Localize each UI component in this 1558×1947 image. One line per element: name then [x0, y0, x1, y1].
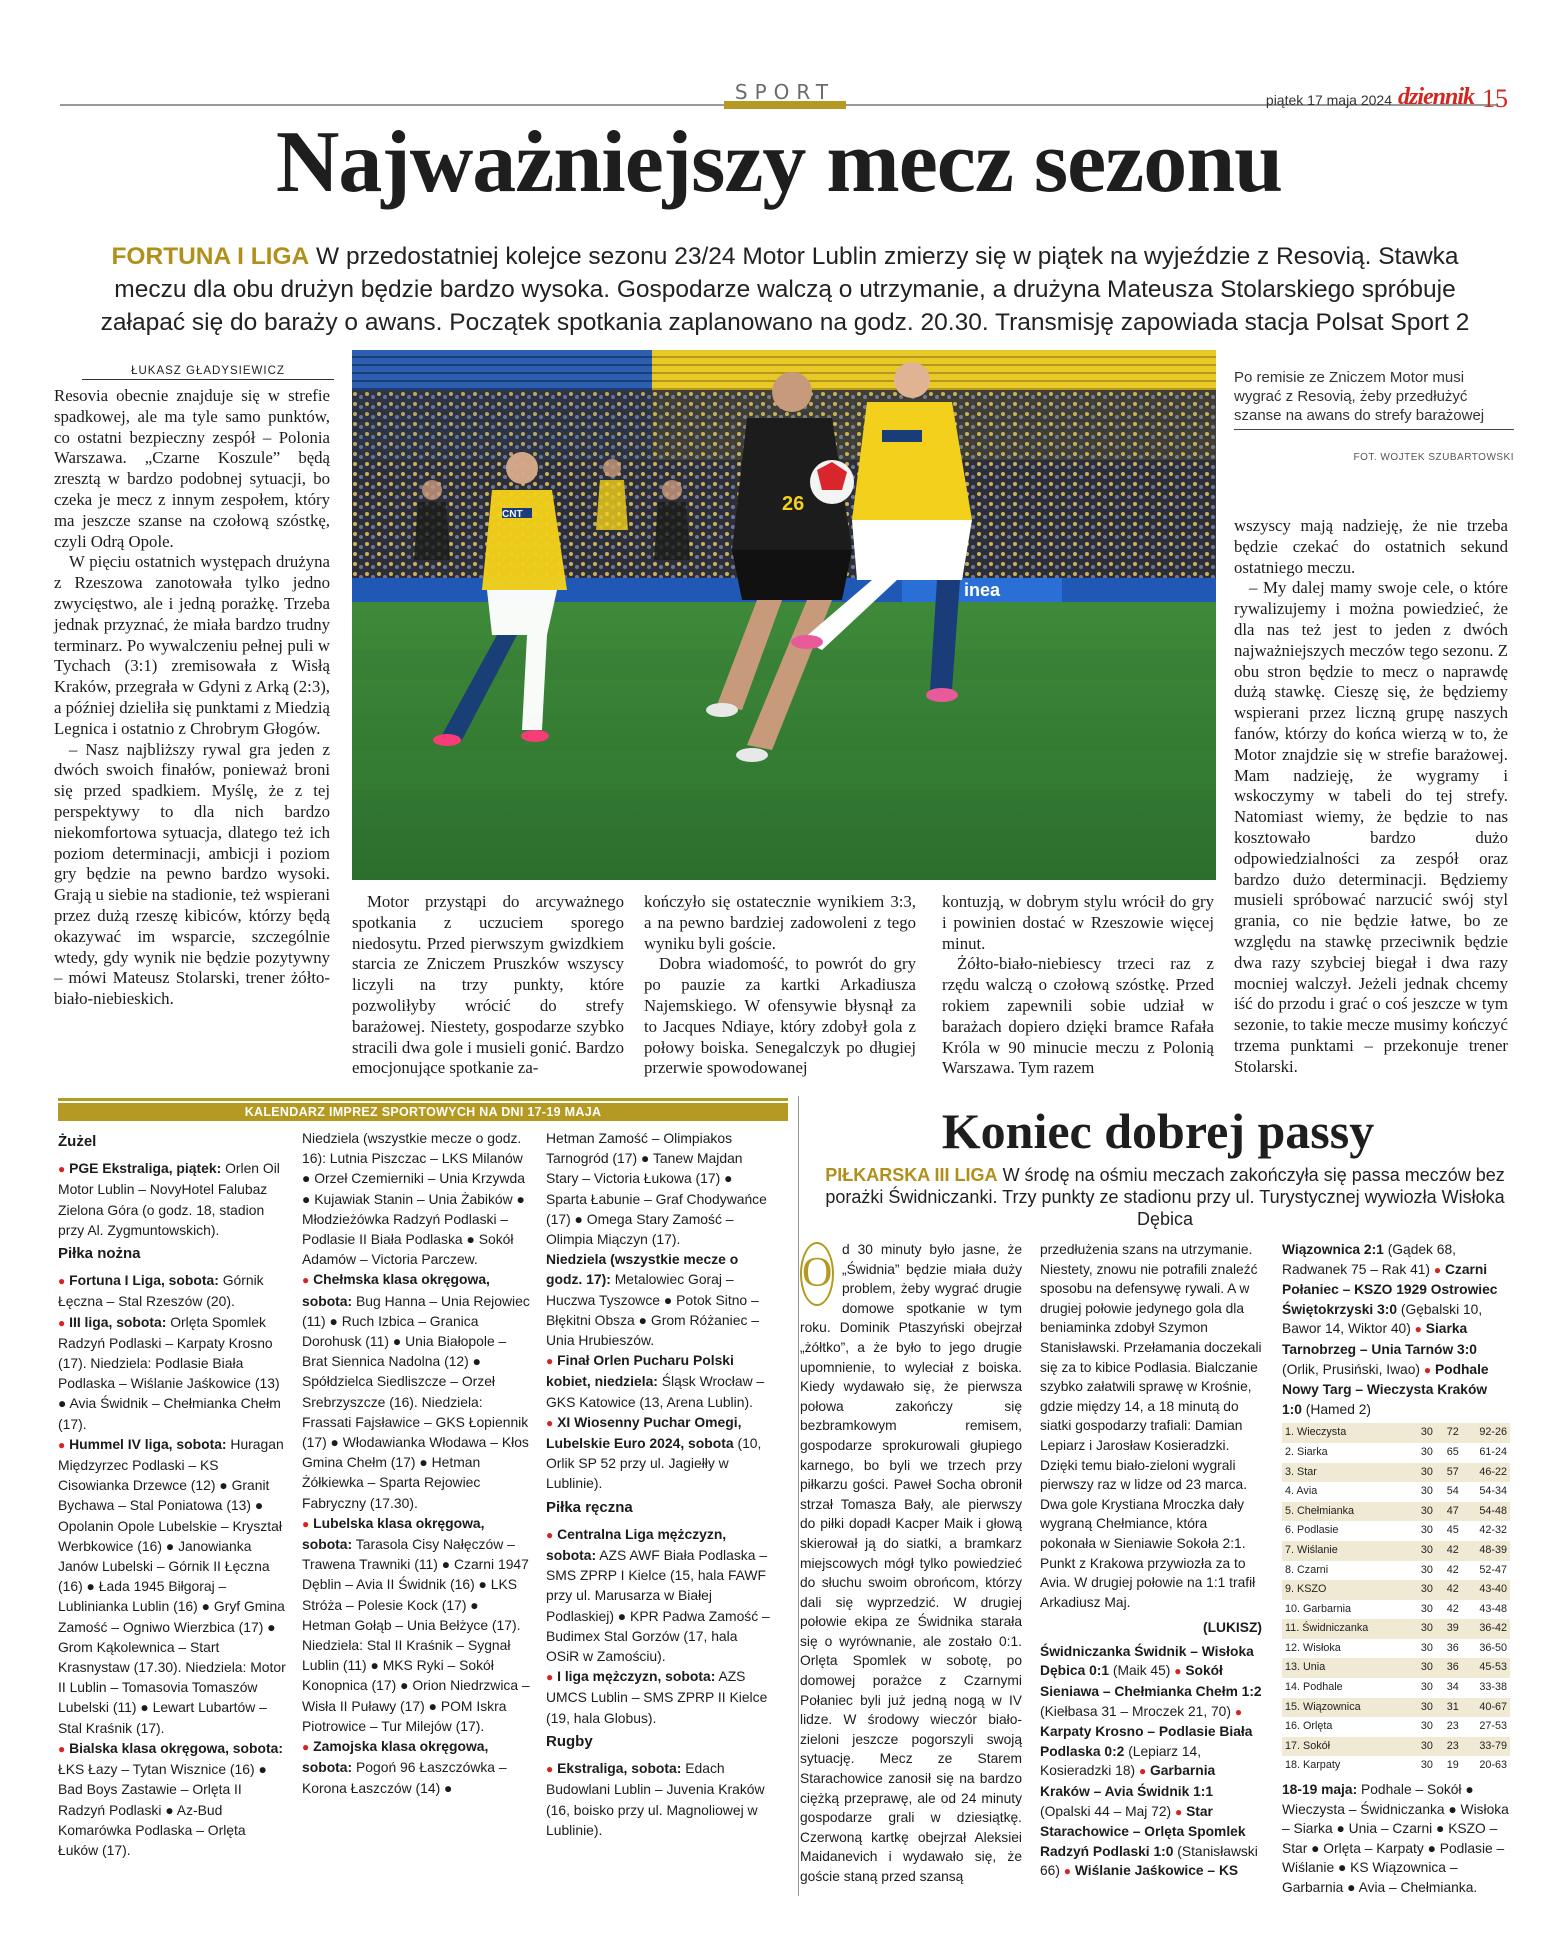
stat-cell: 42-32 [1462, 1521, 1510, 1541]
stat-cell: 39 [1436, 1619, 1462, 1639]
calendar-entry: ● Zamojska klasa okręgowa, sobota: Pogoń 96 Łaszczówka – Korona Łaszczów (14) ● [302, 1738, 507, 1796]
stat-cell: 30 [1410, 1717, 1436, 1737]
bullet-icon: ● [302, 1516, 310, 1531]
paragraph: – My dalej mamy swoje cele, o które rywalizujemy i można powiedzieć, że dla nas też jest to jeden z dwóch najważniejszych meczów tego sezonu. Z obu stron będzie to mecz o naprawdę dużą stawkę. Cieszę się, że będziemy wspierani przez liczną grupę naszych fanów, którzy do końca wierzą w to, że Motor znajdzie się w strefie barażowej. Mam nadzieję, że wygramy i wskoczymy w tabeli do tej strefy. Natomiast wiemy, że będzie to nas kosztowało bardzo dużo odpowiedzialności za zespół oraz bardzo dużo determinacji. Będziemy musieli spróbować narzucić swój styl grania, co nie będzie łatwe, bo ze względu na stawkę przeciwnik będzie dwa razy szybciej biegał i dwa razy mocniej walczył. Jeżeli jednak chcemy iść do przodu i grać o coś jeszcze w tym sezonie, to takie mecze musimy kończyć trzema punktami – przekonuje trener Stolarski. [1234, 578, 1508, 1076]
table-row [1282, 1482, 1510, 1502]
team-cell: 12. Wisłoka [1282, 1639, 1410, 1659]
stat-cell: 30 [1410, 1502, 1436, 1522]
stat-cell: 52-47 [1462, 1561, 1510, 1581]
calendar-entry: Hetman Zamość – Olimpiakos Tarnogród (17) ● Tanew Majdan Stary – Victoria Łukowa (17) ● Sparta Łabunie – Graf Chodywańce (17) ● Omega Stary Zamość – Olimpia Miączyn (17). [546, 1130, 767, 1248]
calendar-entry: ● III liga, sobota: Orlęta Spomlek Radzyń Podlaski – Karpaty Krosno (17). Niedziela: Podlasie Biała Podlaska – Wiślanie Jaśkowice (13) ● Avia Świdnik – Chełmianka Chełm (17). [58, 1313, 281, 1432]
bullet-icon: ● [546, 1527, 554, 1542]
photo-credit: FOT. WOJTEK SZUBARTOWSKI [1353, 452, 1514, 463]
team-cell: 5. Chełmianka [1282, 1502, 1410, 1522]
calendar-entry: Niedziela (wszystkie mecze o godz. 17): Metalowiec Goraj – Huczwa Tyszowce ● Potok Sitno – Błękitni Obsza ● Grom Różaniec – Unia Hrubieszów. [546, 1251, 759, 1349]
paragraph: kontuzją, w dobrym stylu wrócił do gry i powinien dostać w Rzeszowie więcej minut. [942, 892, 1214, 953]
stat-cell: 45 [1436, 1521, 1462, 1541]
paragraph: Żółto-biało-niebiescy trzeci raz z rzędu walczą o czołową szóstkę. Przed rokiem zapewnili sobie udział w barażach dopiero dzięki bramce Rafała Króla w 90 minucie meczu z Polonią Warszawa. Tym razem [942, 954, 1214, 1078]
calendar-title: KALENDARZ IMPREZ SPORTOWYCH NA DNI 17-19 MAJA [58, 1103, 788, 1121]
stat-cell: 72 [1436, 1423, 1462, 1443]
calendar-entry: ● Chełmska klasa okręgowa, sobota: Bug Hanna – Unia Rejowiec (11) ● Ruch Izbica – Granica Dorohusk (11) ● Unia Białopole – Brat Siennica Nadolna (12) ● Spółdzielca Siedliszcze – Orzeł Srebrzyszcze (16). Niedziela: Frassati Fajsławice – GKS Łopiennik (17) ● Włodawianka Włodawa – Kłos Gmina Chełm (17) ● Hetman Żółkiewka – Sparta Rejowiec Fabryczny (17.30). [302, 1271, 530, 1511]
table-row [1282, 1502, 1510, 1522]
stat-cell: 30 [1410, 1600, 1436, 1620]
table-row [1282, 1717, 1510, 1737]
paragraph: Resovia obecnie znajduje się w strefie spadkowej, ale ma tyle samo punktów, co ostatni bezpieczny zespół – Polonia Warszawa. „Czarne Koszule” będą zresztą w bardzo podobnej sytuacji, bo czeka je mecz z innym zespołem, który ma jeszcze szanse na czołową szóstkę, czyli Odrą Opole. [54, 386, 330, 551]
table-row [1282, 1600, 1510, 1620]
stat-cell: 42 [1436, 1580, 1462, 1600]
table-row [1282, 1756, 1510, 1776]
bullet-icon: ● [1063, 1864, 1072, 1879]
table-row [1282, 1580, 1510, 1600]
article-column-3 [644, 892, 916, 1079]
stat-cell: 42 [1436, 1600, 1462, 1620]
stat-cell: 42 [1436, 1541, 1462, 1561]
calendar-entry: ● Lubelska klasa okręgowa, sobota: Tarasola Cisy Nałęczów – Trawena Trawniki (11) ● Czarni 1947 Dęblin – Avia II Świdnik (16) ● LKS Stróża – Polesie Kock (17) ● Hetman Gołąb – Unia Bełżyce (17). Niedziela: Stal II Kraśnik – Sygnał Lublin (11) ● MKS Ryki – Sokół Konopnica (17) ● Orion Niedrzwica – Wisła II Puławy (17) ● POM Iskra Piotrowice – Tur Milejów (17). [302, 1514, 530, 1734]
paragraph: d 30 minuty było jasne, że „Świdnia” będzie miała duży problem, żeby wygrać drugie domowe spotkanie w tym roku. Dominik Ptaszyński obejrzał „żółtko”, a że było to jego drugie upomnienie, to wyleciał z boiska. Kiedy wydawało się, że pierwsza połowa zakończy się bezbramkowym remisem, gospodarze sprokurowali głupiego karnego, bo byli we trzech przy piłkarzu gości. Paweł Socha obronił strzał Tomasza Bały, ale pierwszy do piłki dopadł Kacper Maik i głową skierował ją do siatki, a bramkarz miejscowych mógł tylko powiedzieć do słuchu swoim obrońcom, którzy dali się wyprzedzić. W drugiej połowie ekipa ze Świdnika starała się o wyrównanie, ale zostało 0:1. Orlęta Spomlek w sobotę, po domowej porażce z Czarnymi Połaniec byli już jedną nogą w IV lidze. W środowy wieczór biało-zieloni jeszcze pogorszyli swoją sytuację. Mecz ze Starem Starachowice zanosił się na bardzo ciężką przeprawę, ale od 24 minuty gospodarze grali w dziesiątkę. Czerwoną kartkę obejrzał Aleksiei Maidanevich i wydawało się, że goście staną przed szansą [800, 1242, 1022, 1884]
team-cell: 15. Wiązownica [1282, 1698, 1410, 1718]
article2-kicker: PIŁKARSKA III LIGA [825, 1165, 998, 1185]
calendar-entry: Niedziela (wszystkie mecze o godz. 16): Lutnia Piszczac – LKS Milanów ● Orzeł Czemierniki – Unia Krzywda ● Kujawiak Stanin – Unia Żabików ● Młodzieżówka Radzyń Podlaski – Podlasie II Biała Podlaska ● Sokół Adamów – Victoria Parczew. [302, 1130, 525, 1268]
article2-lead-text: W środę na ośmiu meczach zakończyła się passa meczów bez porażki Świdniczanki. Trzy punkty ze stadionu przy ul. Turystycznej wywiozła Wisłoka Dębica [825, 1165, 1505, 1229]
bullet-icon: ● [1138, 1764, 1147, 1779]
team-cell: 13. Unia [1282, 1658, 1410, 1678]
stat-cell: 27-53 [1462, 1717, 1510, 1737]
article-column-2 [352, 892, 624, 1079]
dropcap: O [800, 1242, 834, 1306]
results-list-a: Świdniczanka Świdnik – Wisłoka Dębica 0:1 (Maik 45) ● Sokół Sieniawa – Chełmianka Chełm 1:2 (Kiełbasa 31 – Mroczek 21, 70) ● Karpaty Krosno – Podlasie Biała Podlaska 0:2 (Lepiarz 14, Kosieradzki 18) ● Garbarnia Kraków – Avia Świdnik 1:1 (Opalski 44 – Maj 72) ● Star Starachowice – Orlęta Spomlek Radzyń Podlaski 1:0 (Stanisławski 66) ● Wiślanie Jaśkowice – KS [1040, 1643, 1262, 1879]
table-row [1282, 1619, 1510, 1639]
stat-cell: 30 [1410, 1658, 1436, 1678]
stat-cell: 43-48 [1462, 1600, 1510, 1620]
paragraph: Dobra wiadomość, to powrót do gry po pauzie za kartki Arkadiusza Najemskiego. W ofensywie błysnął za to Jacques Ndiaye, który zdobył gola z połowy boiska. Senegalczyk po długiej przerwie spowodowanej [644, 954, 916, 1078]
table-row [1282, 1561, 1510, 1581]
stat-cell: 30 [1410, 1580, 1436, 1600]
stat-cell: 42 [1436, 1561, 1462, 1581]
photo-caption: Po remisie ze Zniczem Motor musi wygrać z Resovią, żeby przedłużyć szanse na awans do strefy barażowej [1234, 368, 1514, 430]
stat-cell: 23 [1436, 1717, 1462, 1737]
table-row [1282, 1737, 1510, 1757]
bullet-icon: ● [546, 1670, 554, 1685]
bullet-icon: ● [1423, 1362, 1432, 1377]
stat-cell: 33-79 [1462, 1737, 1510, 1757]
team-cell: 3. Star [1282, 1463, 1410, 1483]
table-row [1282, 1541, 1510, 1561]
team-cell: 11. Świdniczanka [1282, 1619, 1410, 1639]
team-cell: 17. Sokół [1282, 1737, 1410, 1757]
lead-text: W przedostatniej kolejce sezonu 23/24 Motor Lublin zmierzy się w piątek na wyjeździe z Resovią. Stawka meczu dla obu drużyn będzie bardzo wysoka. Gospodarze walczą o utrzymanie, a drużyna Mateusza Stolarskiego spróbuje załapać się do baraży o awans. Początek spotkania zaplanowano na godz. 20.30. Transmisję zapowiada stacja Polsat Sport 2 [100, 243, 1470, 336]
calendar-entry: ● I liga mężczyzn, sobota: AZS UMCS Lublin – SMS ZPRP II Kielce (19, hala Globus). [546, 1668, 768, 1726]
article2-column-3 [1282, 1240, 1510, 1898]
table-row [1282, 1698, 1510, 1718]
table-row [1282, 1639, 1510, 1659]
article2-byline: (LUKISZ) [1202, 1620, 1262, 1636]
team-cell: 4. Avia [1282, 1482, 1410, 1502]
table-row [1282, 1443, 1510, 1463]
paragraph: W pięciu ostatnich występach drużyna z Rzeszowa zanotowała tylko jedno zwycięstwo, ale i jedną porażkę. Trzeba jednak przyznać, że miała bardzo trudny terminarz. Po wywalczeniu pełnej puli w Tychach (3:1) zremisowała z Wisłą Kraków, przegrała w Gdyni z Arką (2:3), a później dzieliła się punktami z Miedzią Legnica i ostatnio z Chrobrym Głogów. [54, 552, 330, 738]
table-row [1282, 1521, 1510, 1541]
table-row [1282, 1423, 1510, 1443]
bullet-icon: ● [58, 1162, 66, 1177]
stat-cell: 65 [1436, 1443, 1462, 1463]
bullet-icon: ● [546, 1762, 554, 1777]
next-round-label: 18-19 maja: [1282, 1782, 1358, 1798]
match-photo [352, 350, 1216, 880]
stat-cell: 30 [1410, 1423, 1436, 1443]
stat-cell: 33-38 [1462, 1678, 1510, 1698]
stat-cell: 43-40 [1462, 1580, 1510, 1600]
stat-cell: 54 [1436, 1482, 1462, 1502]
calendar-heading: Piłka ręczna [546, 1498, 633, 1516]
bullet-icon: ● [1174, 1664, 1182, 1679]
author-byline: ŁUKASZ GŁADYSIEWICZ [82, 365, 334, 380]
stat-cell: 57 [1436, 1463, 1462, 1483]
calendar-column-1 [58, 1128, 286, 1860]
paragraph: Motor przystąpi do arcyważnego spotkania z uczuciem sporego niedosytu. Przed pierwszym gwizdkiem starcia ze Zniczem Pruszków wszyscy liczyli na trzy punkty, które pozwoliłyby wrócić do strefy barażowej. Niestety, gospodarze szybko stracili dwa gole i musieli gonić. Bardzo emocjonujące spotkanie za- [352, 892, 624, 1078]
team-cell: 14. Podhale [1282, 1678, 1410, 1698]
jersey-number: 26 [782, 493, 805, 515]
table-row [1282, 1678, 1510, 1698]
stat-cell: 30 [1410, 1521, 1436, 1541]
calendar-heading: Żużel [58, 1133, 97, 1150]
calendar-rule [58, 1098, 788, 1101]
lead-kicker: FORTUNA I LIGA [111, 243, 310, 270]
stat-cell: 61-24 [1462, 1443, 1510, 1463]
stat-cell: 34 [1436, 1678, 1462, 1698]
stat-cell: 36 [1436, 1639, 1462, 1659]
stat-cell: 30 [1410, 1639, 1436, 1659]
team-cell: 18. Karpaty [1282, 1756, 1410, 1776]
calendar-entry: ● Fortuna I Liga, sobota: Górnik Łęczna – Stal Rzeszów (20). [58, 1272, 264, 1310]
article-column-1 [54, 386, 330, 1010]
stat-cell: 48-39 [1462, 1541, 1510, 1561]
next-round [1282, 1780, 1510, 1898]
section-label: SPORT [734, 80, 836, 104]
paragraph: przedłużenia szans na utrzymanie. Niestety, znowu nie potrafili znaleźć sposobu na defensywę rywali. A w drugiej połowie jedynego gola dla beniaminka zdobył Szymon Stanisławski. Przełamania doczekali się za to kibice Podlasia. Bialczanie szybko załatwili sprawę w Krośnie, gdzie między 14, a 18 minutą do siatki gospodarzy trafiali: Damian Lepiarz i Jarosław Kosieradzki. Dzięki temu biało-zieloni wygrali pierwszy raz w lidze od 23 marca. Dwa gole Krystiana Mroczka dały wygraną Chełmiance, która pokonała w Sieniawie Sokoła 2:1. Punkt z Krakowa przywiozła za to Avia. W drugiej połowie na 1:1 trafił Arkadiusz Maj. [1040, 1242, 1262, 1610]
stat-cell: 54-48 [1462, 1502, 1510, 1522]
stat-cell: 30 [1410, 1619, 1436, 1639]
bullet-icon: ● [546, 1354, 554, 1369]
calendar-entry: ● Hummel IV liga, sobota: Huragan Międzyrzec Podlaski – KS Cisowianka Drzewce (12) ● Granit Bychawa – Stal Poniatowa (13) ● Opolanin Opole Lubelskie – Kryształ Werbkowice (16) ● Janowianka Janów Lubelski – Górnik II Łęczna (16) ● Łada 1945 Biłgoraj – Lublinianka Lublin (16) ● Gryf Gmina Zamość – Ogniwo Wierzbica (17) ● Grom Kąkolewnica – Start Krasnystaw (17.30). Niedziela: Motor II Lublin – Tomasovia Tomaszów Lubelski (11) ● Lewart Lubartów – Stal Kraśnik (17). [58, 1435, 286, 1736]
stat-cell: 45-53 [1462, 1658, 1510, 1678]
stat-cell: 92-26 [1462, 1423, 1510, 1443]
match-photo-illustration [352, 350, 1216, 880]
calendar-entry: ● XI Wiosenny Puchar Omegi, Lubelskie Euro 2024, sobota (10, Orlik SP 52 przy ul. Jagiełły w Lublinie). [546, 1413, 762, 1492]
issue-date: piątek 17 maja 2024 [1265, 92, 1392, 108]
stat-cell: 30 [1410, 1561, 1436, 1581]
bullet-icon: ● [58, 1437, 66, 1452]
brand-logo[interactable]: dziennik [1398, 84, 1475, 110]
paragraph: – Nasz najbliższy rywal gra jeden z dwóch swoich finałów, ponieważ broni się przed spadkiem. Myślę, że z tej perspektywy to dla nich bardzo niekomfortowa sytuacja, dlatego też ich poziom determinacji, ambicji i poziom gry będzie na pewno bardzo wysoki. Grają u siebie na stadionie, też wspierani przez dużą rzeszę kibiców, którzy będą okazywać im wsparcie, szczególnie wtedy, gdy wynik nie będzie pozytywny – mówi Mateusz Stolarski, trener żółto-biało-niebieskich. [54, 739, 330, 1009]
stat-cell: 23 [1436, 1737, 1462, 1757]
stat-cell: 20-63 [1462, 1756, 1510, 1776]
column-divider [798, 1096, 799, 1896]
stat-cell: 30 [1410, 1698, 1436, 1718]
lead-paragraph [80, 240, 1490, 339]
stat-cell: 30 [1410, 1482, 1436, 1502]
stat-cell: 36-50 [1462, 1639, 1510, 1659]
stat-cell: 40-67 [1462, 1698, 1510, 1718]
team-cell: 8. Czarni [1282, 1561, 1410, 1581]
team-cell: 10. Garbarnia [1282, 1600, 1410, 1620]
page-number: 15 [1482, 84, 1508, 113]
bullet-icon: ● [58, 1741, 66, 1756]
calendar-entry: ● Finał Orlen Pucharu Polski kobiet, niedziela: Śląsk Wrocław – GKS Katowice (13, Arena Lublin). [546, 1352, 765, 1410]
article-column-4 [942, 892, 1214, 1079]
stat-cell: 30 [1410, 1463, 1436, 1483]
sponsor-text: CNT [502, 509, 523, 520]
stat-cell: 36-42 [1462, 1619, 1510, 1639]
stat-cell: 30 [1410, 1541, 1436, 1561]
bullet-icon: ● [1234, 1704, 1243, 1719]
stat-cell: 30 [1410, 1756, 1436, 1776]
paragraph: wszyscy mają nadzieję, że nie trzeba będzie czekać do ostatnich sekund ostatniego meczu. [1234, 516, 1508, 577]
stat-cell: 47 [1436, 1502, 1462, 1522]
bullet-icon: ● [58, 1274, 66, 1289]
table-row [1282, 1658, 1510, 1678]
bullet-icon: ● [302, 1740, 310, 1755]
stat-cell: 36 [1436, 1658, 1462, 1678]
calendar-entry: ● PGE Ekstraliga, piątek: Orlen Oil Motor Lublin – NovyHotel Falubaz Zielona Góra (o godz. 18, stadion przy Al. Zygmuntowskich). [58, 1160, 280, 1238]
team-cell: 7. Wiślanie [1282, 1541, 1410, 1561]
headline: Najważniejszy mecz sezonu [275, 114, 1283, 211]
team-cell: 9. KSZO [1282, 1580, 1410, 1600]
bullet-icon: ● [58, 1315, 66, 1330]
table-row [1282, 1463, 1510, 1483]
article2-headline: Koniec dobrej passy [941, 1103, 1375, 1159]
ball-icon [810, 460, 854, 504]
team-cell: 16. Orlęta [1282, 1717, 1410, 1737]
bullet-icon: ● [1414, 1322, 1422, 1337]
stat-cell: 31 [1436, 1698, 1462, 1718]
standings-table [1282, 1423, 1510, 1776]
calendar-column-2 [302, 1128, 530, 1798]
team-cell: 6. Podlasie [1282, 1521, 1410, 1541]
paragraph: kończyło się ostatecznie wynikiem 3:3, a na pewno bardziej zadowoleni z tego wyniku byli goście. [644, 892, 916, 953]
bullet-icon: ● [1433, 1262, 1442, 1277]
stat-cell: 54-34 [1462, 1482, 1510, 1502]
stat-cell: 30 [1410, 1443, 1436, 1463]
results-list-b: Wiązownica 2:1 (Gądek 68, Radwanek 75 – Rak 41) ● Czarni Połaniec – KSZO 1929 Ostrowiec Świętokrzyski 3:0 (Gębalski 10, Bawor 14, Wiktor 40) ● Siarka Tarnobrzeg – Unia Tarnów 3:0 (Orlik, Prusiński, Iwao) ● Podhale Nowy Targ – Wieczysta Kraków 1:0 (Hamed 2) [1282, 1242, 1498, 1417]
calendar-column-3 [546, 1128, 774, 1840]
team-cell: 2. Siarka [1282, 1443, 1410, 1463]
article2-column-2 [1040, 1240, 1262, 1882]
calendar-entry: ● Bialska klasa okręgowa, sobota: ŁKS Łazy – Tytan Wisznice (16) ● Bad Boys Zastawie – Orlęta II Radzyń Podlaski ● Az-Bud Komarówka Podlaska – Orlęta Łuków (17). [58, 1739, 283, 1858]
stat-cell: 46-22 [1462, 1463, 1510, 1483]
bullet-icon: ● [1174, 1804, 1183, 1819]
article-column-5 [1234, 516, 1508, 1078]
stat-cell: 30 [1410, 1737, 1436, 1757]
team-cell: 1. Wieczysta [1282, 1423, 1410, 1443]
next-round-text: Podhale – Sokół ● Wieczysta – Świdniczanka ● Wisłoka – Siarka ● Unia – Czarni ● KSZO – Star ● Orlęta – Karpaty ● Podlasie – Wiślanie ● KS Wiązownica – Garbarnia ● Avia – Chełmianka. [1282, 1782, 1509, 1895]
ad-board-text: inea [964, 580, 1001, 600]
calendar-entry: ● Centralna Liga mężczyzn, sobota: AZS AWF Biała Podlaska – SMS ZPRP I Kielce (15, hala FAWF przy ul. Marusarza w Białej Podlaskiej) ● KPR Padwa Zamość – Budimex Stal Gorzów (17, hala OSiR w Zamościu). [546, 1525, 770, 1665]
calendar-heading: Piłka nożna [58, 1245, 141, 1263]
bullet-icon: ● [546, 1415, 554, 1430]
stat-cell: 19 [1436, 1756, 1462, 1776]
article2-lead [820, 1164, 1510, 1230]
article2-column-1 [800, 1240, 1022, 1887]
stat-cell: 30 [1410, 1678, 1436, 1698]
calendar-heading: Rugby [546, 1732, 593, 1750]
bullet-icon: ● [302, 1273, 310, 1288]
calendar-entry: ● Ekstraliga, sobota: Edach Budowlani Lublin – Juvenia Kraków (16, boisko przy ul. Magnoliowej w Lublinie). [546, 1760, 765, 1838]
